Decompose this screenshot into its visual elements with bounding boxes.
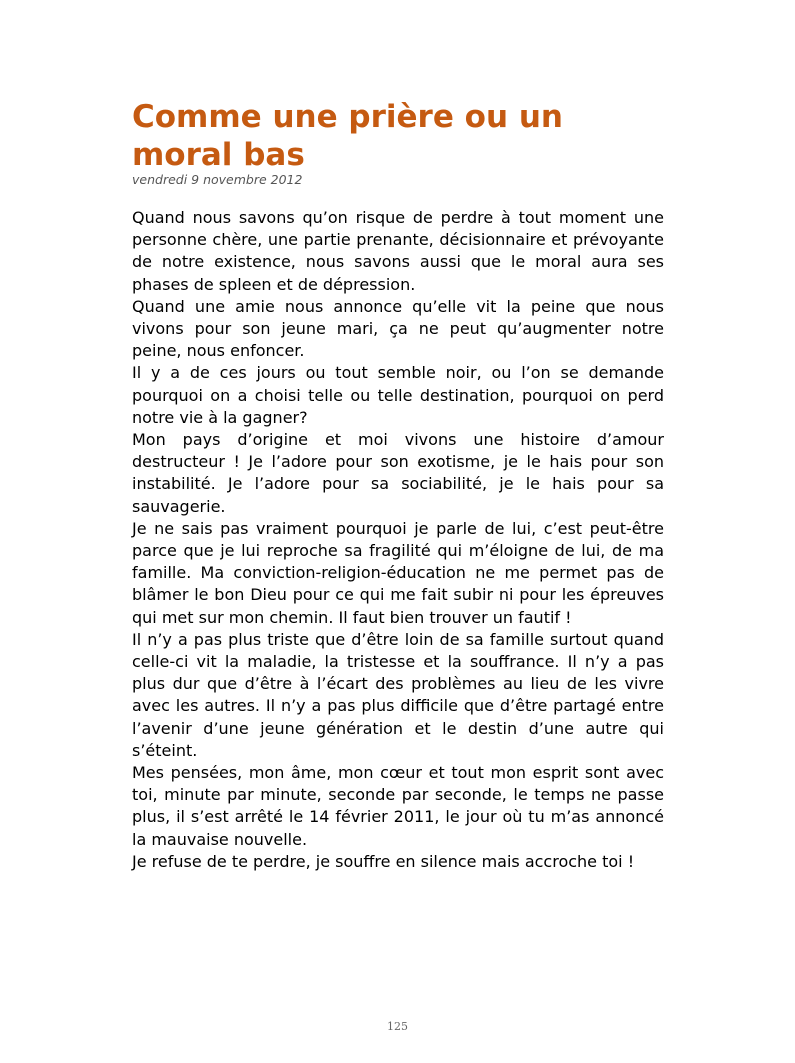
- paragraph-4: Mon pays d’origine et moi vivons une histoire d’amour destructeur ! Je l’adore pour son exotisme, je le hais pour son instabilité. Je l’adore pour sa sociabilité, je le hais pour sa sauvagerie.: [132, 430, 664, 516]
- paragraph-8: Je refuse de te perdre, je souffre en silence mais accroche toi !: [132, 851, 635, 871]
- article-date: vendredi 9 novembre 2012: [132, 172, 303, 187]
- paragraph-1: Quand nous savons qu’on risque de perdre à tout moment une personne chère, une partie prenante, décisionnaire et prévoyante de notre existence, nous savons aussi que le moral aura ses phases de spleen et de dépression.: [132, 208, 664, 294]
- paragraph-7: Mes pensées, mon âme, mon cœur et tout mon esprit sont avec toi, minute par minute, seconde par seconde, le temps ne passe plus, il s’est arrêté le 14 février 2011, le jour où tu m’as annoncé la mauvaise nouvelle.: [132, 763, 664, 849]
- paragraph-3: Il y a de ces jours ou tout semble noir, ou l’on se demande pourquoi on a choisi telle ou telle destination, pourquoi on perd notre vie à la gagner?: [132, 363, 664, 427]
- paragraph-6: Il n’y a pas plus triste que d’être loin de sa famille surtout quand celle-ci vit la maladie, la tristesse et la souffrance. Il n’y a pas plus dur que d’être à l’écart des problèmes au lieu de les vivre avec les autres. Il n’y a pas plus difficile que d’être partagé entre l’avenir d’une jeune génération et le destin d’une autre qui s’éteint.: [132, 629, 664, 760]
- page-number: 125: [387, 1020, 408, 1033]
- article-title: Comme une prière ou un moral bas: [132, 99, 563, 173]
- paragraph-2: Quand une amie nous annonce qu’elle vit la peine que nous vivons pour son jeune mari, ça ne peut qu’augmenter notre peine, nous enfoncer.: [132, 296, 664, 361]
- article-body: [132, 207, 664, 873]
- paragraph-5: Je ne sais pas vraiment pourquoi je parle de lui, c’est peut-être parce que je lui reproche sa fragilité qui m’éloigne de lui, de ma famille. Ma conviction-religion-éducation ne me permet pas de blâmer le bon Dieu pour ce qui me fait subir ni pour les épreuves qui met sur mon chemin. Il faut bien trouver un fautif !: [132, 518, 664, 627]
